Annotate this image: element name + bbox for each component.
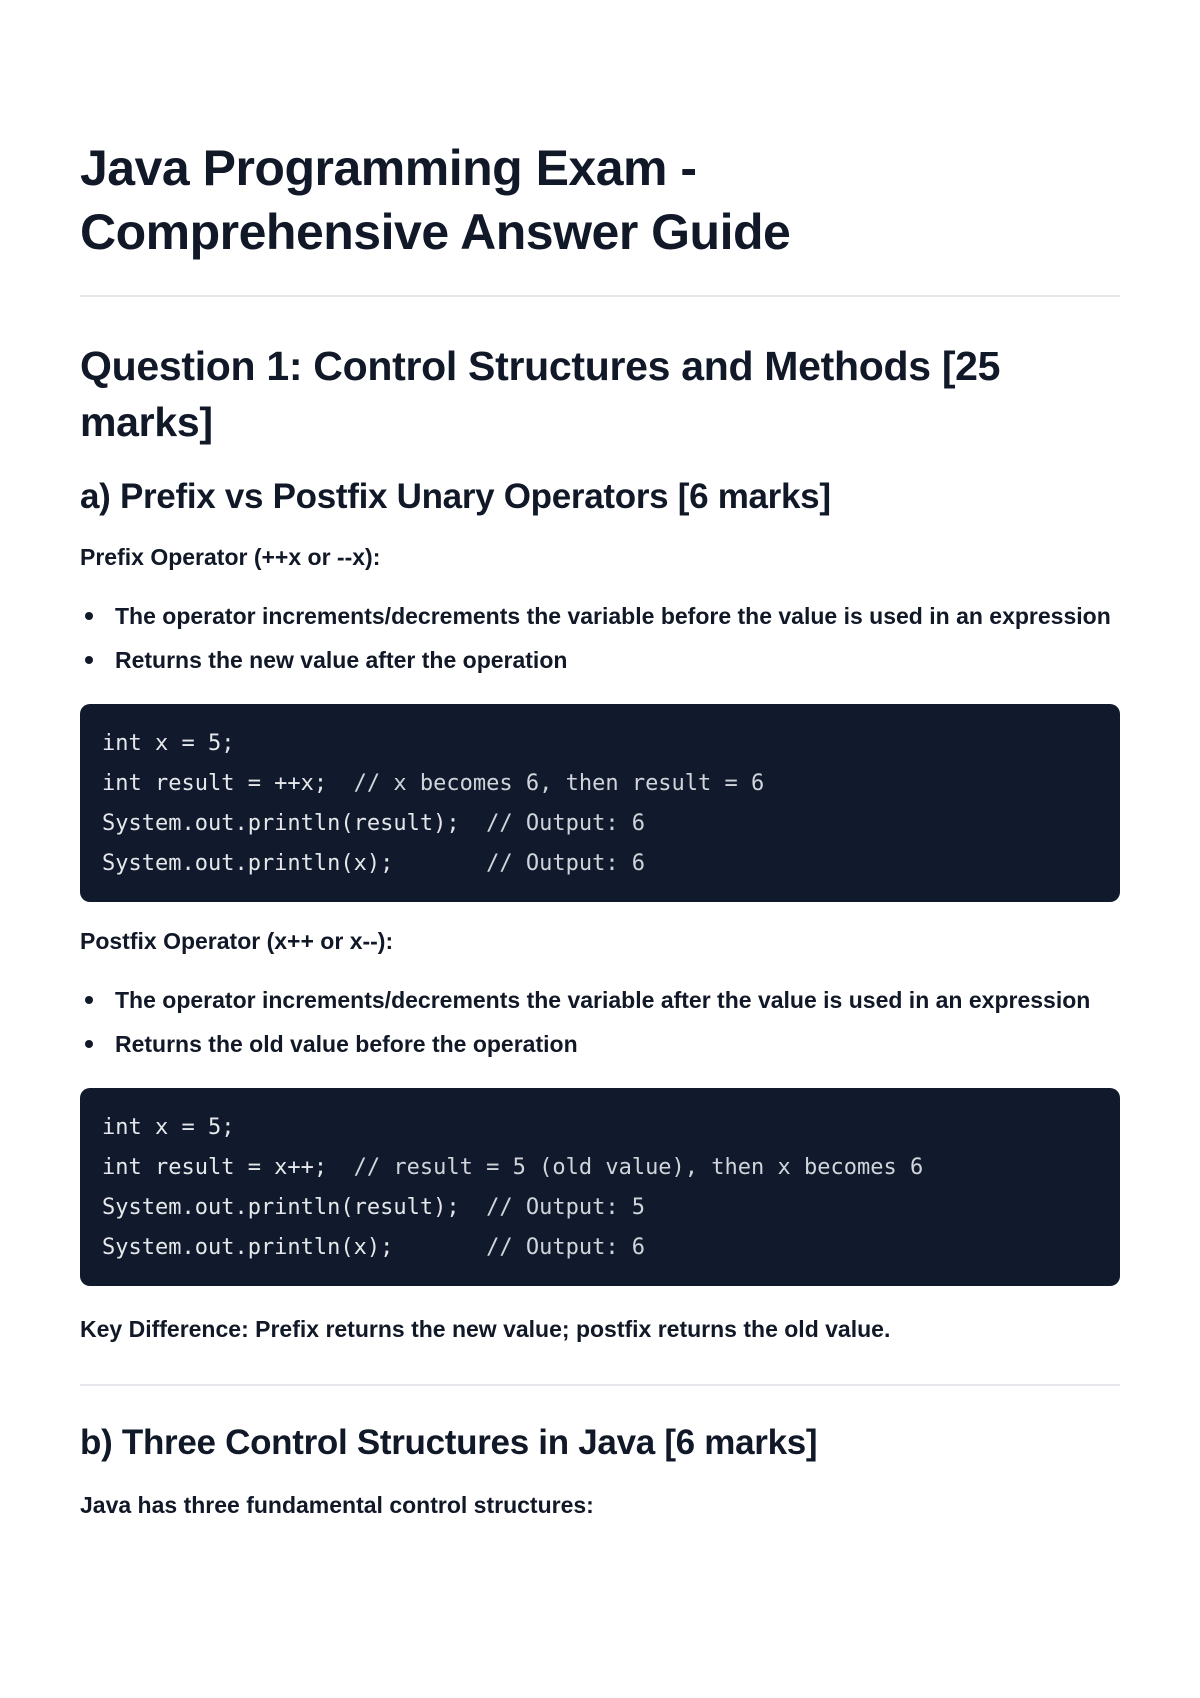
code-line: System.out.println(result); // Output: 6 bbox=[102, 811, 646, 836]
list-item: Returns the new value after the operation bbox=[80, 640, 1120, 680]
title-divider bbox=[80, 295, 1120, 297]
key-difference bbox=[80, 1312, 1120, 1346]
key-difference-text: Prefix returns the new value; postfix returns the old value. bbox=[248, 1316, 891, 1342]
list-item: The operator increments/decrements the variable before the value is used in an expression bbox=[80, 596, 1120, 636]
section-divider bbox=[80, 1384, 1120, 1386]
prefix-label: Prefix Operator (++x or --x): bbox=[80, 544, 381, 570]
postfix-bullet-list bbox=[80, 980, 1120, 1064]
code-line: System.out.println(result); // Output: 5 bbox=[102, 1195, 646, 1220]
document-title bbox=[80, 0, 1120, 264]
code-line: System.out.println(x); // Output: 6 bbox=[102, 851, 646, 876]
postfix-code-block bbox=[80, 1088, 1120, 1286]
code-line: System.out.println(x); // Output: 6 bbox=[102, 1235, 646, 1260]
key-difference-label: Key Difference: bbox=[80, 1316, 249, 1342]
part-b-heading: b) Three Control Structures in Java [6 marks] bbox=[80, 1423, 818, 1462]
part-a-heading: a) Prefix vs Postfix Unary Operators [6 marks] bbox=[80, 477, 831, 516]
prefix-code-block bbox=[80, 704, 1120, 902]
code-line: int x = 5; bbox=[102, 731, 235, 756]
code-line: int x = 5; bbox=[102, 1115, 235, 1140]
list-item: Returns the old value before the operation bbox=[80, 1024, 1120, 1064]
list-item: The operator increments/decrements the variable after the value is used in an expression bbox=[80, 980, 1120, 1020]
prefix-bullet-list bbox=[80, 596, 1120, 680]
code-line: int result = x++; // result = 5 (old value), then x becomes 6 bbox=[102, 1155, 924, 1180]
title-line-1: Java Programming Exam - bbox=[80, 140, 697, 196]
postfix-label: Postfix Operator (x++ or x--): bbox=[80, 928, 394, 954]
question-1-heading: Question 1: Control Structures and Methods [25 marks] bbox=[80, 343, 1001, 445]
part-b-intro: Java has three fundamental control structures: bbox=[80, 1492, 594, 1518]
code-line: int result = ++x; // x becomes 6, then result = 6 bbox=[102, 771, 765, 796]
title-line-2: Comprehensive Answer Guide bbox=[80, 204, 791, 260]
